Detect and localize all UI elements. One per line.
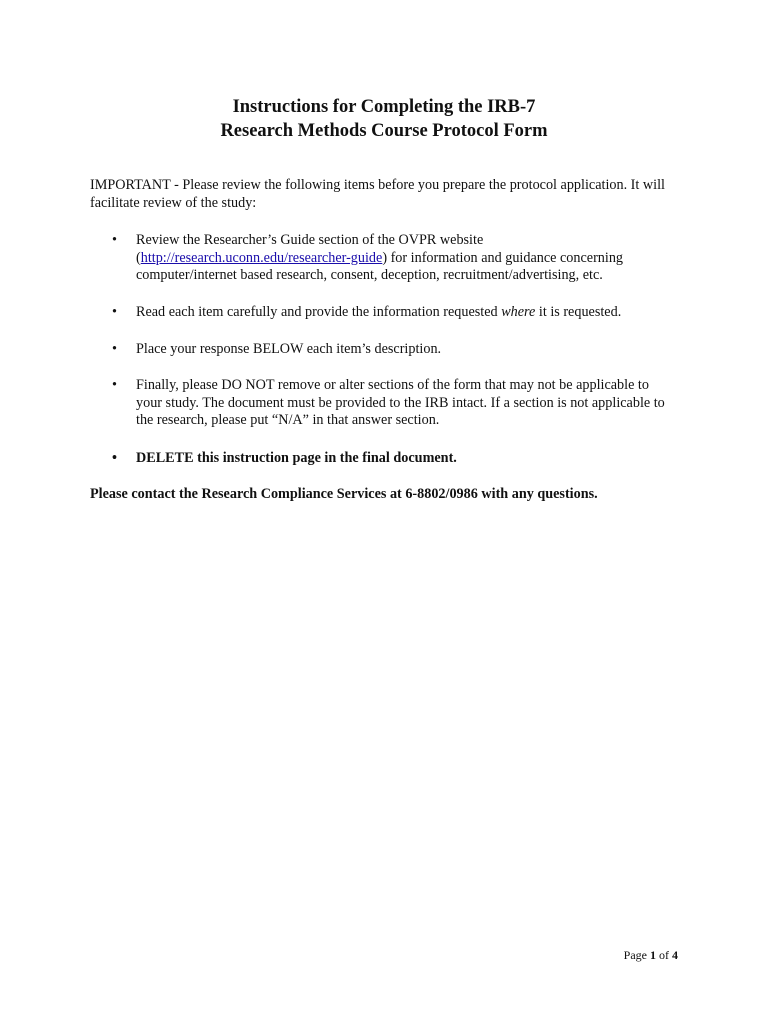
bullet-icon: • (112, 377, 117, 393)
list-item-text: Place your response BELOW each item’s description. (136, 341, 442, 357)
list-item-text (136, 232, 672, 285)
list-item-response-placement (112, 341, 672, 359)
page-of-label: of (659, 948, 669, 962)
list-item-researchers-guide (112, 232, 672, 285)
emphasis-where: where (501, 304, 536, 320)
document-title-line2: Research Methods Course Protocol Form (220, 121, 548, 141)
list-item-do-not-remove (112, 377, 672, 430)
document-title-line1: Instructions for Completing the IRB-7 (232, 97, 536, 117)
bullet-icon: • (112, 232, 117, 248)
bullet-icon: • (112, 341, 117, 357)
page-label: Page (623, 948, 647, 962)
page-total: 4 (672, 948, 678, 962)
list-item-text-before-link: Review the Researcher’s Guide section of the OVPR website ( (136, 232, 484, 266)
bullet-icon: • (112, 304, 117, 320)
contact-paragraph: Please contact the Research Compliance Services at 6-8802/0986 with any questions. (90, 486, 598, 502)
list-item-text-after-link: ) for information and guidance concerning computer/internet based research, consent, deception, recruitment/advertising, etc. (136, 249, 624, 283)
intro-paragraph: IMPORTANT - Please review the following items before you prepare the protocol application. It will facilitate review of the study: (90, 177, 665, 211)
list-item-text: Finally, please DO NOT remove or alter sections of the form that may not be applicable to your study. The document must be provided to the IRB intact. If a section is not applicable to the research, please put “N/A” in that answer section. (136, 377, 665, 428)
list-item-text: DELETE this instruction page in the final document. (136, 450, 457, 466)
page-number-footer (624, 947, 678, 963)
page-current: 1 (650, 948, 656, 962)
list-item-read-carefully (112, 304, 672, 322)
list-item-text-after-emphasis: it is requested. (535, 304, 622, 320)
list-item-text (136, 304, 672, 322)
researcher-guide-link[interactable]: http://research.uconn.edu/researcher-guide (140, 249, 383, 266)
list-item-text-before-emphasis: Read each item carefully and provide the information requested (136, 304, 502, 320)
bullet-icon: • (112, 450, 117, 466)
list-item-delete-instructions (112, 450, 672, 468)
